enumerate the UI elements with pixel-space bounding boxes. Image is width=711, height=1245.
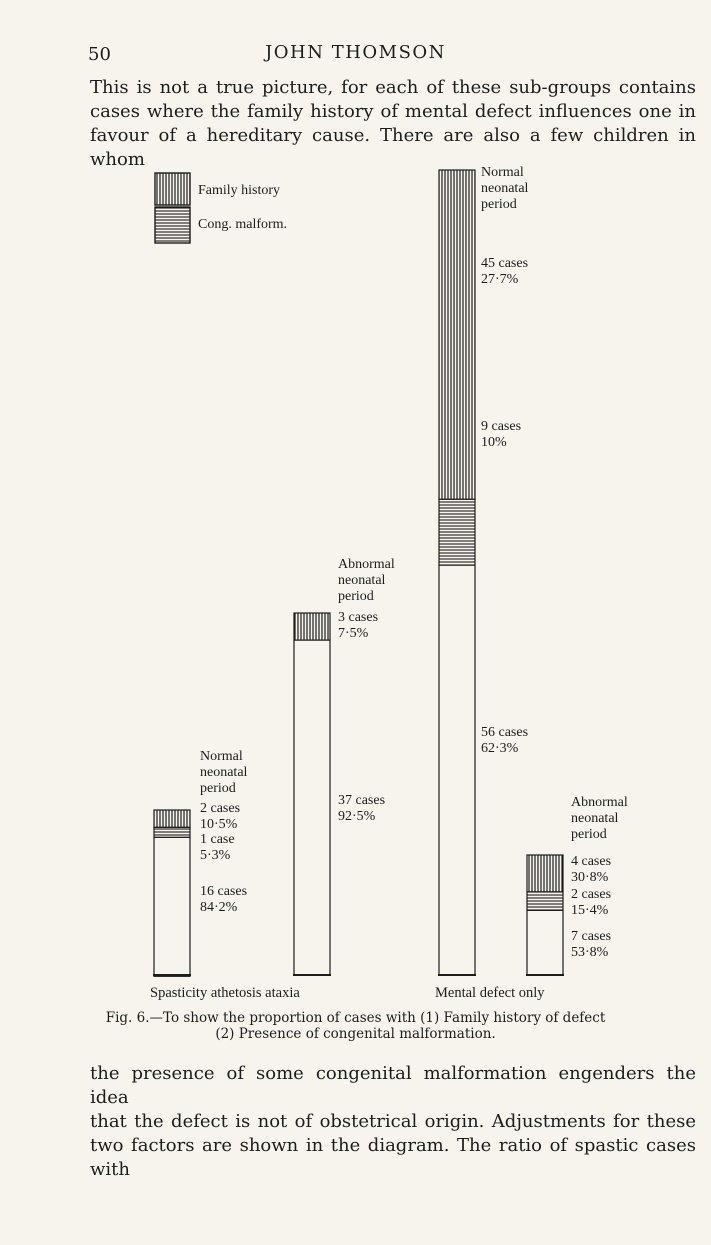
bar-header-label: neonatal xyxy=(338,573,386,588)
bar-header-label: Abnormal xyxy=(571,795,628,810)
bar-value-label: 53·8% xyxy=(571,945,609,960)
bar-segment-other xyxy=(294,640,330,975)
bar-value-label: 4 cases xyxy=(571,854,612,869)
legend-swatch xyxy=(155,207,190,243)
bar-header-label: neonatal xyxy=(481,181,529,196)
bar-segment-cong-malform xyxy=(439,499,475,565)
bar-segment-family-history xyxy=(294,613,330,640)
bar-value-label: 84·2% xyxy=(200,900,238,915)
text-line: cases where the family history of mental defect influences one in xyxy=(90,101,696,122)
bar-value-label: 45 cases xyxy=(481,256,529,271)
bar-segment-other xyxy=(154,837,190,976)
bar-value-label: 15·4% xyxy=(571,903,609,918)
figure-caption-line-2: (2) Presence of congenital malformation. xyxy=(215,1026,496,1042)
bar-value-label: 9 cases xyxy=(481,419,522,434)
bar-value-label: 7 cases xyxy=(571,929,612,944)
bar-segment-other xyxy=(439,565,475,975)
text-line: that the defect is not of obstetrical origin. Adjustments for these xyxy=(90,1111,696,1132)
chart-layer xyxy=(150,165,628,1001)
bar-header-label: neonatal xyxy=(200,765,248,780)
bar-header-label: period xyxy=(571,827,607,842)
text-line: This is not a true picture, for each of these sub-groups contains xyxy=(90,77,696,98)
bar-value-label: 10% xyxy=(481,435,507,450)
page-number: 50 xyxy=(88,44,111,65)
legend-label: Cong. malform. xyxy=(198,217,288,232)
bar-value-label: 5·3% xyxy=(200,848,231,863)
bar-header-label: period xyxy=(200,781,236,796)
bar-value-label: 10·5% xyxy=(200,817,238,832)
bar-value-label: 3 cases xyxy=(338,610,379,625)
figure-caption-line-1: Fig. 6.—To show the proportion of cases with (1) Family history of defect xyxy=(105,1010,606,1026)
text-line: two factors are shown in the diagram. The ratio of spastic cases with xyxy=(90,1135,696,1180)
bar-value-label: 37 cases xyxy=(338,793,386,808)
bar-value-label: 27·7% xyxy=(481,272,519,287)
bar-header-label: neonatal xyxy=(571,811,619,826)
legend-swatch xyxy=(155,173,190,205)
bar-value-label: 16 cases xyxy=(200,884,248,899)
bar-header-label: Normal xyxy=(200,749,243,764)
text-line: favour of a hereditary cause. There are also a few children in whom xyxy=(90,125,696,170)
bar-segment-cong-malform xyxy=(527,892,563,910)
bar-value-label: 1 case xyxy=(200,832,235,847)
text-line: the presence of some congenital malformation engenders the idea xyxy=(90,1063,696,1108)
bar-segment-other xyxy=(527,910,563,975)
bar-segment-family-history xyxy=(154,810,190,827)
bar-value-label: 30·8% xyxy=(571,870,609,885)
paragraph-bottom xyxy=(90,1062,696,1182)
bar-header-label: Normal xyxy=(481,165,524,180)
bar-segment-family-history xyxy=(527,855,563,892)
bar-header-label: period xyxy=(338,589,374,604)
bar-value-label: 56 cases xyxy=(481,725,529,740)
legend-label: Family history xyxy=(198,183,281,198)
bar-value-label: 7·5% xyxy=(338,626,369,641)
bar-value-label: 2 cases xyxy=(200,801,241,816)
group-axis-label: Mental defect only xyxy=(435,985,545,1001)
bar-segment-cong-malform xyxy=(154,827,190,837)
bar-header-label: Abnormal xyxy=(338,557,395,572)
bar-value-label: 62·3% xyxy=(481,741,519,756)
bar-value-label: 2 cases xyxy=(571,887,612,902)
bar-value-label: 92·5% xyxy=(338,809,376,824)
bar-segment-family-history xyxy=(439,170,475,499)
running-head: JOHN THOMSON xyxy=(265,42,446,63)
bar-header-label: period xyxy=(481,197,517,212)
group-axis-label: Spasticity athetosis ataxia xyxy=(150,985,300,1001)
